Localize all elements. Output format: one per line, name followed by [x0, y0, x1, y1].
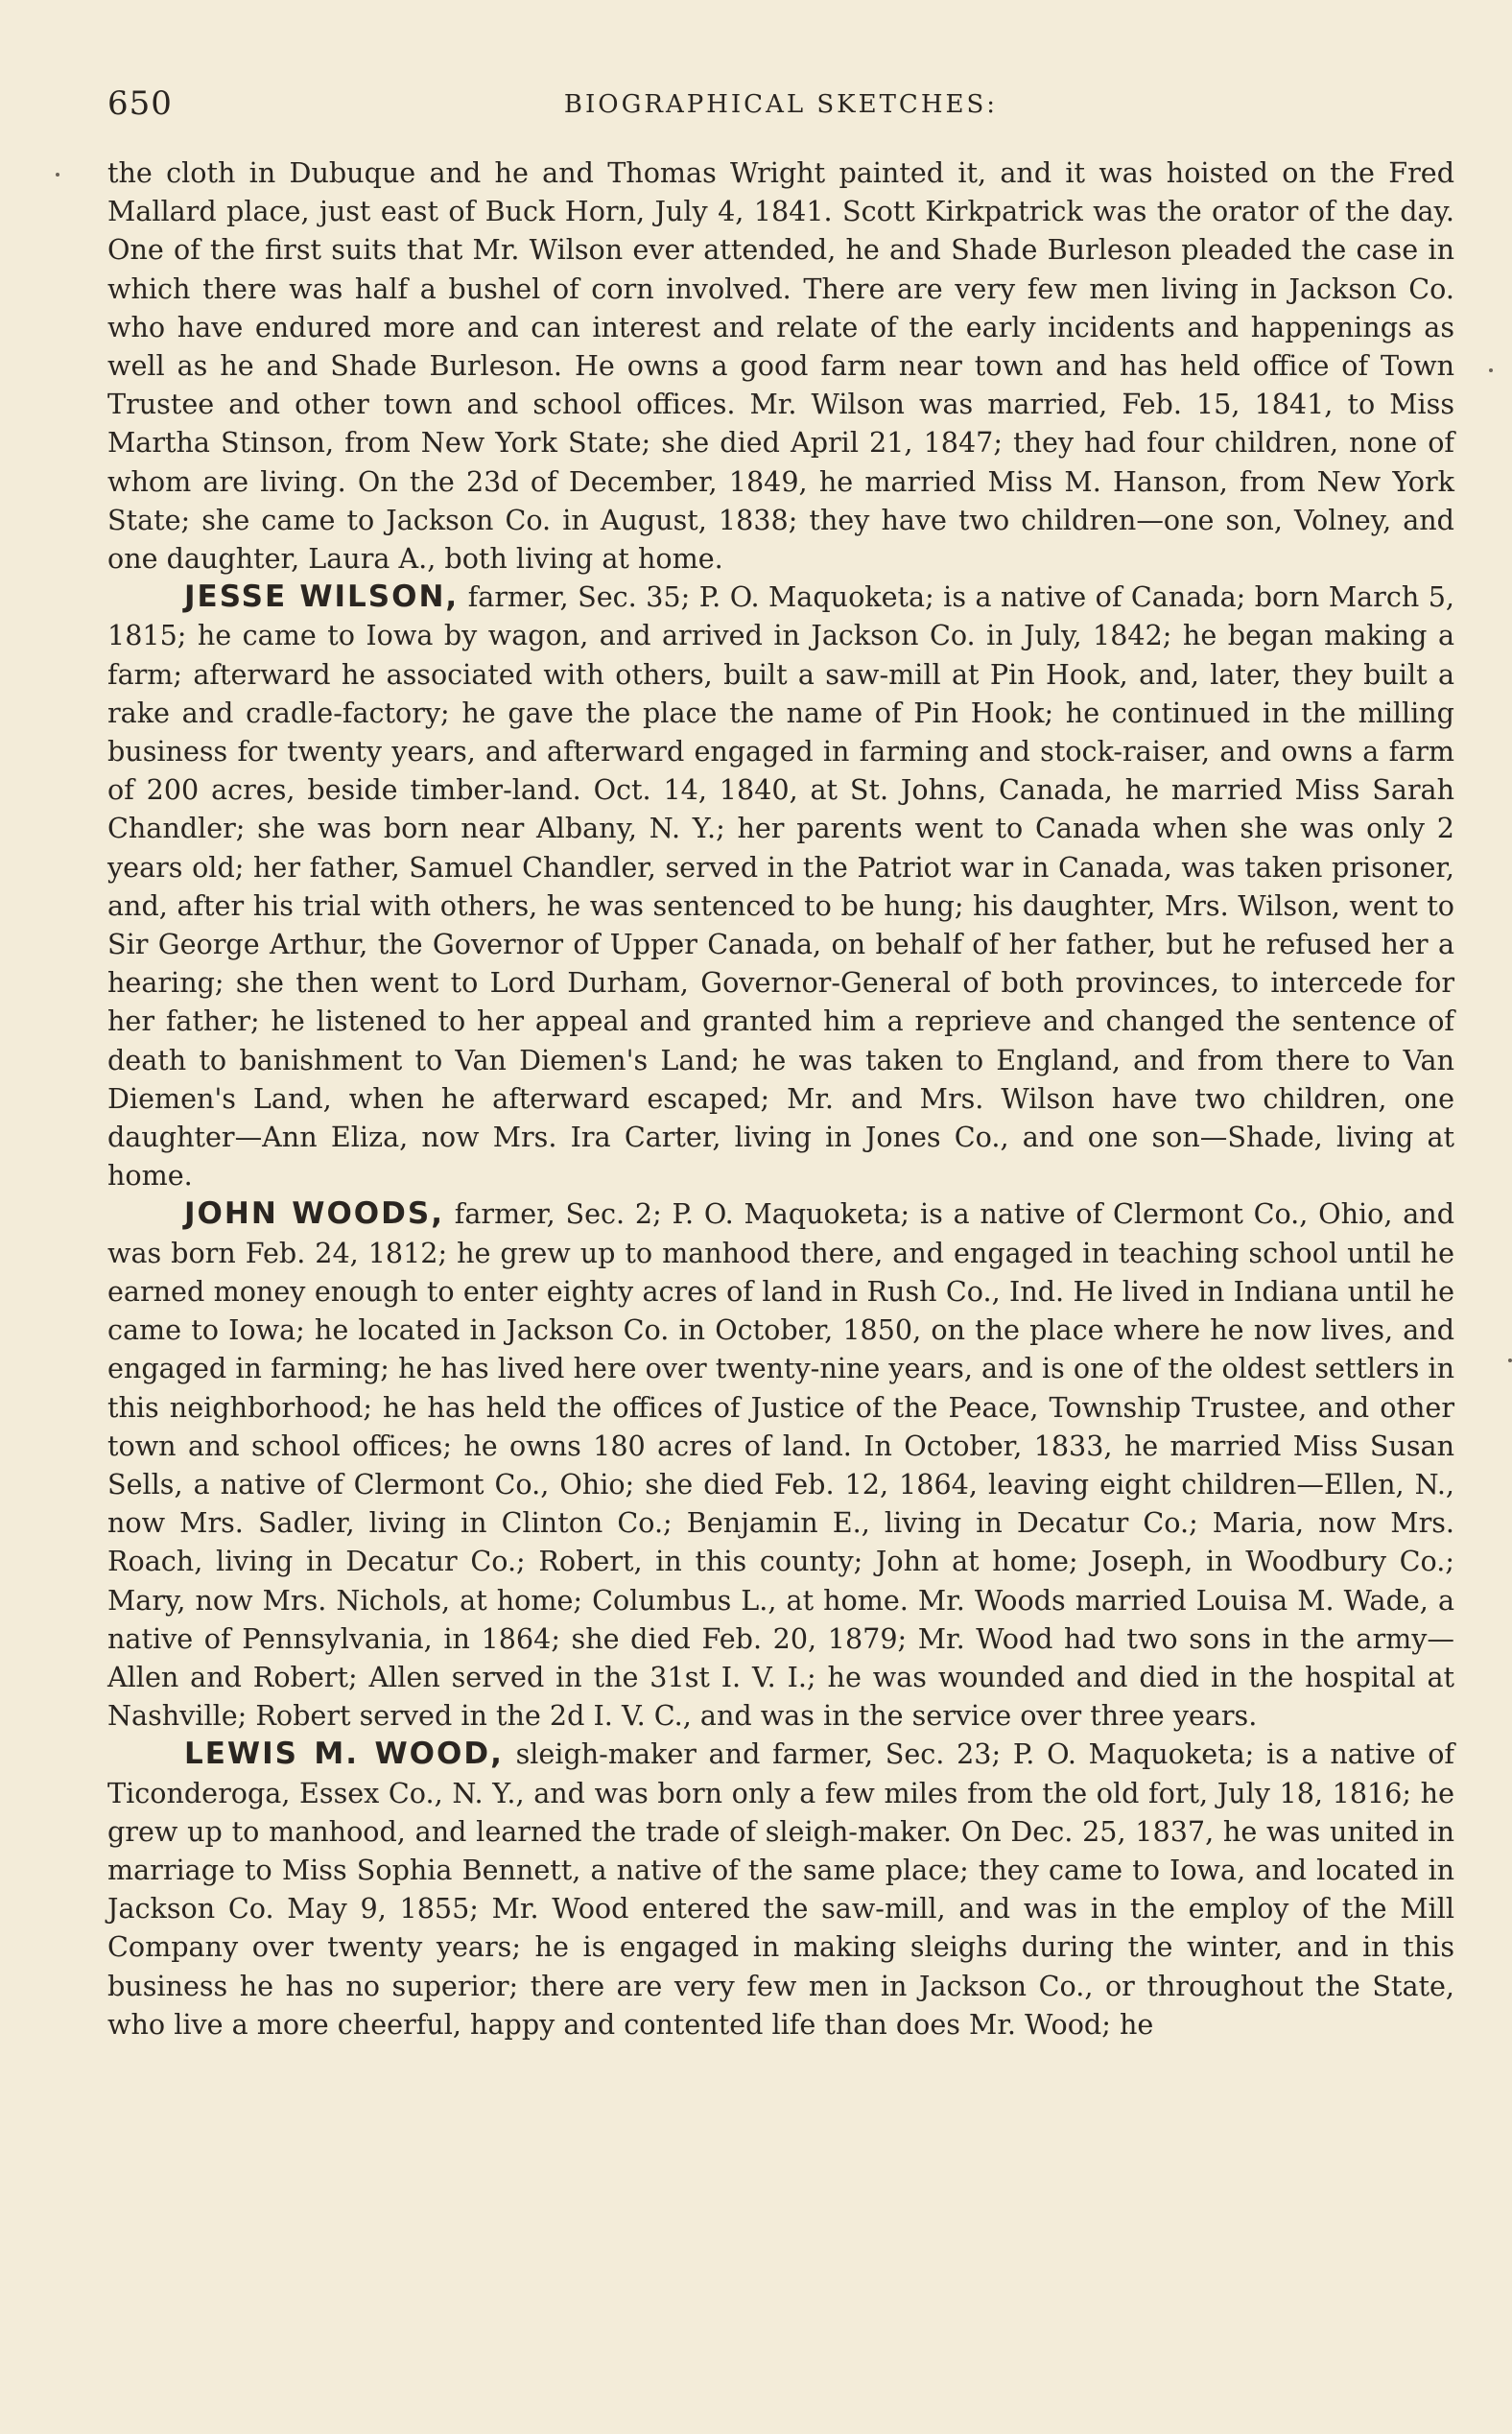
entry-continuation: [107, 154, 1454, 578]
paper-speck: [56, 173, 59, 177]
page-header: [107, 84, 1454, 132]
running-head: BIOGRAPHICAL SKETCHES:: [563, 90, 999, 119]
entry-name: JOHN WOODS,: [184, 1196, 445, 1232]
page: [107, 84, 1454, 2044]
entry-lewis-wood: [107, 1735, 1454, 2044]
paper-speck: [1508, 1359, 1512, 1362]
paper-speck: [1489, 368, 1493, 372]
entry-john-woods: [107, 1194, 1454, 1735]
entry-text: sleigh-maker and farmer, Sec. 23; P. O. Maquoketa; is a native of Ticonderoga, Essex Co., N. Y., and was born only a few miles from the old fort, July 18, 1816; he grew up to manhood, and learned the trade of sleigh-maker. On Dec. 25, 1837, he was united in marriage to Miss Sophia Bennett, a native of the same place; they came to Iowa, and located in Jackson Co. May 9, 1855; Mr. Wood entered the saw-mill, and was in the employ of the Mill Company over twenty years; he is engaged in making sleighs during the winter, and in this business he has no superior; there are very few men in Jackson Co., or throughout the State, who live a more cheerful, happy and contented life than does Mr. Wood; he: [107, 1737, 1455, 2041]
entry-text: farmer, Sec. 2; P. O. Maquoketa; is a native of Clermont Co., Ohio, and was born Feb. 24, 1812; he grew up to manhood there, and engaged in teaching school until he earned money enough to enter eighty acres of land in Rush Co., Ind. He lived in Indiana until he came to Iowa; he located in Jackson Co. in October, 1850, on the place where he now lives, and engaged in farming; he has lived here over twenty-nine years, and is one of the oldest settlers in this neighborhood; he has held the offices of Justice of the Peace, Township Trustee, and other town and school offices; he owns 180 acres of land. In October, 1833, he married Miss Susan Sells, a native of Clermont Co., Ohio; she died Feb. 12, 1864, leaving eight children—Ellen, N., now Mrs. Sadler, living in Clinton Co.; Benjamin E., living in Decatur Co.; Maria, now Mrs. Roach, living in Decatur Co.; Robert, in this county; John at home; Joseph, in Woodbury Co.; Mary, now Mrs. Nichols, at home; Columbus L., at home. Mr. Woods married Louisa M. Wade, a native of Pennsylvania, in 1864; she died Feb. 20, 1879; Mr. Wood had two sons in the army—Allen and Robert; Allen served in the 31st I. V. I.; he was wounded and died in the hospital at Nashville; Robert served in the 2d I. V. C., and was in the service over three years.: [107, 1197, 1455, 1733]
entry-jesse-wilson: [107, 578, 1454, 1194]
body-text: [107, 154, 1454, 2044]
entry-name: JESSE WILSON,: [184, 579, 460, 615]
entry-name: LEWIS M. WOOD,: [184, 1737, 504, 1772]
entry-text: farmer, Sec. 35; P. O. Maquoketa; is a native of Canada; born March 5, 1815; he came to Iowa by wagon, and arrived in Jackson Co. in July, 1842; he began making a farm; afterward he associated with others, built a saw-mill at Pin Hook, and, later, they built a rake and cradle-factory; he gave the place the name of Pin Hook; he continued in the milling business for twenty years, and afterward engaged in farming and stock-raiser, and owns a farm of 200 acres, beside timber-land. Oct. 14, 1840, at St. Johns, Canada, he married Miss Sarah Chandler; she was born near Albany, N. Y.; her parents went to Canada when she was only 2 years old; her father, Samuel Chandler, served in the Patriot war in Canada, was taken prisoner, and, after his trial with others, he was sentenced to be hung; his daughter, Mrs. Wilson, went to Sir George Arthur, the Governor of Upper Canada, on behalf of her father, but he refused her a hearing; she then went to Lord Durham, Governor-General of both provinces, to intercede for her father; he listened to her appeal and granted him a reprieve and changed the sentence of death to banishment to Van Diemen's Land; he was taken to England, and from there to Van Diemen's Land, when he afterward escaped; Mr. and Mrs. Wilson have two children, one daughter—Ann Eliza, now Mrs. Ira Carter, living in Jones Co., and one son—Shade, living at home.: [107, 580, 1455, 1193]
page-number: 650: [107, 84, 173, 123]
entry-text: the cloth in Dubuque and he and Thomas Wright painted it, and it was hoisted on the Fred Mallard place, just east of Buck Horn, July 4, 1841. Scott Kirkpatrick was the orator of the day. One of the first suits that Mr. Wilson ever attended, he and Shade Burleson pleaded the case in which there was half a bushel of corn involved. There are very few men living in Jackson Co. who have endured more and can interest and relate of the early incidents and happenings as well as he and Shade Burleson. He owns a good farm near town and has held office of Town Trustee and other town and school offices. Mr. Wilson was married, Feb. 15, 1841, to Miss Martha Stinson, from New York State; she died April 21, 1847; they had four children, none of whom are living. On the 23d of December, 1849, he married Miss M. Hanson, from New York State; she came to Jackson Co. in August, 1838; they have two children—one son, Volney, and one daughter, Laura A., both living at home.: [107, 156, 1454, 576]
